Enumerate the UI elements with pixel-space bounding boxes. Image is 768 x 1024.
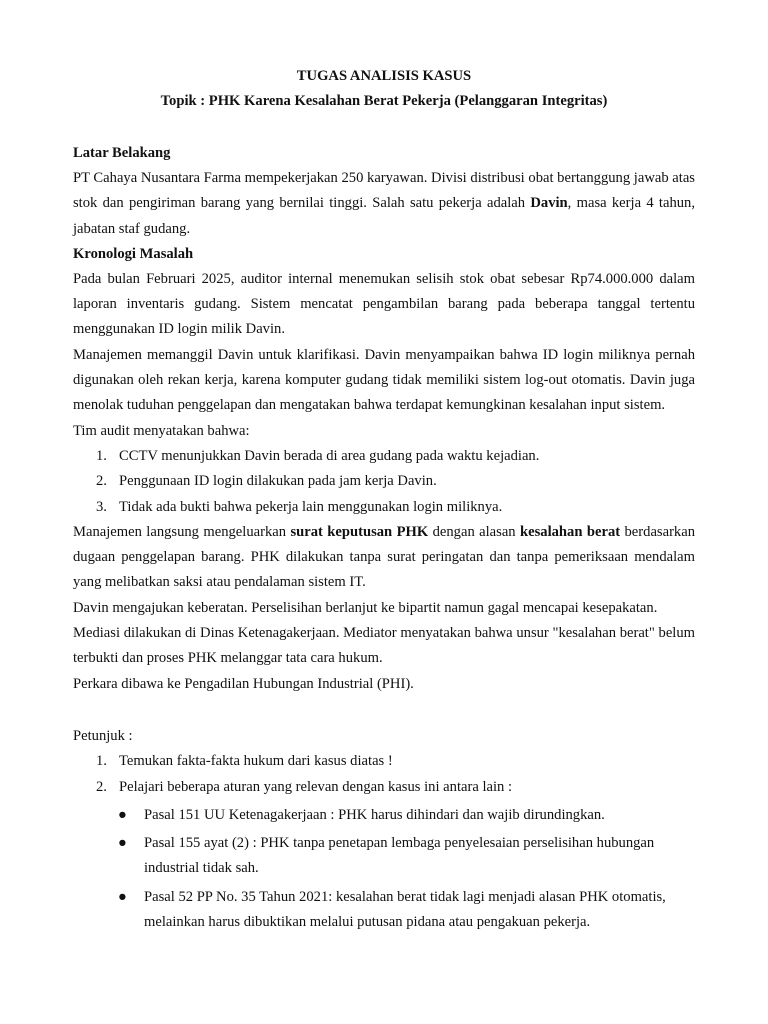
chronology-paragraph-6: Mediasi dilakukan di Dinas Ketenagakerjaan. Mediator menyatakan bahwa unsur "kesalahan berat" belum terbukti dan proses PHK melanggar tata cara hukum. bbox=[73, 625, 695, 667]
document-topic: Topik : PHK Karena Kesalahan Berat Pekerja (Pelanggaran Integritas) bbox=[160, 93, 608, 109]
list-item-text: CCTV menunjukkan Davin berada di area gudang pada waktu kejadian. bbox=[119, 447, 540, 464]
list-item bbox=[73, 885, 695, 936]
bullet-icon: ● bbox=[118, 806, 127, 823]
list-item-text: Pasal 155 ayat (2) : PHK tanpa penetapan lembaga penyelesaian perselisihan hubungan industrial tidak sah. bbox=[144, 835, 655, 877]
list-item bbox=[73, 444, 695, 469]
document-title: TUGAS ANALISIS KASUS bbox=[296, 68, 472, 84]
spacer bbox=[73, 697, 695, 724]
list-item bbox=[73, 495, 695, 520]
chronology-paragraph-3: Tim audit menyatakan bahwa: bbox=[73, 422, 250, 439]
list-number: 1. bbox=[96, 447, 107, 464]
employee-name: Davin bbox=[530, 195, 568, 212]
list-item-text: Tidak ada bukti bahwa pekerja lain menggunakan login miliknya. bbox=[119, 498, 503, 515]
spacer bbox=[73, 114, 695, 141]
section-heading-instructions: Petunjuk : bbox=[73, 727, 133, 744]
list-number: 1. bbox=[96, 753, 107, 770]
list-item bbox=[73, 749, 695, 774]
regulations-list bbox=[73, 803, 695, 935]
list-item bbox=[73, 469, 695, 494]
bullet-icon: ● bbox=[118, 888, 127, 905]
list-number: 2. bbox=[96, 778, 107, 795]
background-paragraph bbox=[73, 166, 695, 242]
list-item bbox=[73, 775, 695, 800]
list-item-text: Pasal 151 UU Ketenagakerjaan : PHK harus dihindari dan wajib dirundingkan. bbox=[144, 806, 605, 823]
list-item-text: Pasal 52 PP No. 35 Tahun 2021: kesalahan berat tidak lagi menjadi alasan PHK otomatis, melainkan harus dibuktikan melalui putusan pidana atau pengakuan pekerja. bbox=[144, 888, 666, 931]
chronology-paragraph-7: Perkara dibawa ke Pengadilan Hubungan Industrial (PHI). bbox=[73, 675, 414, 692]
list-item bbox=[73, 831, 695, 882]
paragraph-text: Manajemen langsung mengeluarkan bbox=[73, 523, 291, 540]
list-item-text: Penggunaan ID login dilakukan pada jam kerja Davin. bbox=[119, 473, 437, 490]
paragraph-text: berdasarkan dugaan penggelapan barang. PHK dilakukan tanpa surat peringatan dan tanpa pemeriksaan mendalam yang melibatkan saksi atau pendalaman sistem IT. bbox=[73, 523, 696, 591]
bold-term-phk-letter: surat keputusan PHK bbox=[290, 523, 429, 540]
chronology-paragraph-4 bbox=[73, 520, 695, 596]
chronology-paragraph-2: Manajemen memanggil Davin untuk klarifikasi. Davin menyampaikan bahwa ID login miliknya pernah digunakan oleh rekan kerja, karena komputer gudang tidak memiliki sistem log-out otomatis. Davin juga menolak tuduhan penggelapan dan mengatakan bahwa terdapat kemungkinan kesalahan input sistem. bbox=[73, 346, 695, 414]
background-text-end: , masa kerja 4 tahun, jabatan staf gudang. bbox=[73, 195, 696, 237]
list-item-text: Temukan fakta-fakta hukum dari kasus diatas ! bbox=[119, 753, 393, 770]
bullet-icon: ● bbox=[118, 835, 127, 852]
list-item-text: Pelajari beberapa aturan yang relevan dengan kasus ini antara lain : bbox=[119, 778, 513, 795]
chronology-paragraph-5: Davin mengajukan keberatan. Perselisihan berlanjut ke bipartit namun gagal mencapai kesepakatan. bbox=[73, 599, 658, 616]
bold-term-serious-fault: kesalahan berat bbox=[520, 523, 621, 540]
section-heading-background: Latar Belakang bbox=[73, 145, 171, 161]
instructions-list bbox=[73, 749, 695, 800]
chronology-paragraph-1: Pada bulan Februari 2025, auditor internal menemukan selisih stok obat sebesar Rp74.000.000 dalam laporan inventaris gudang. Sistem mencatat pengambilan barang pada beberapa tanggal tertentu menggunakan ID login milik Davin. bbox=[73, 270, 695, 338]
list-number: 3. bbox=[96, 498, 107, 515]
audit-findings-list bbox=[73, 444, 695, 520]
section-heading-chronology: Kronologi Masalah bbox=[73, 245, 194, 262]
paragraph-text: dengan alasan bbox=[428, 523, 521, 540]
list-item bbox=[73, 803, 695, 828]
background-text: PT Cahaya Nusantara Farma mempekerjakan 250 karyawan. Divisi distribusi obat bertanggung jawab atas stok dan pengiriman barang yang bernilai tinggi. Salah satu pekerja adalah bbox=[73, 170, 695, 212]
list-number: 2. bbox=[96, 473, 107, 490]
